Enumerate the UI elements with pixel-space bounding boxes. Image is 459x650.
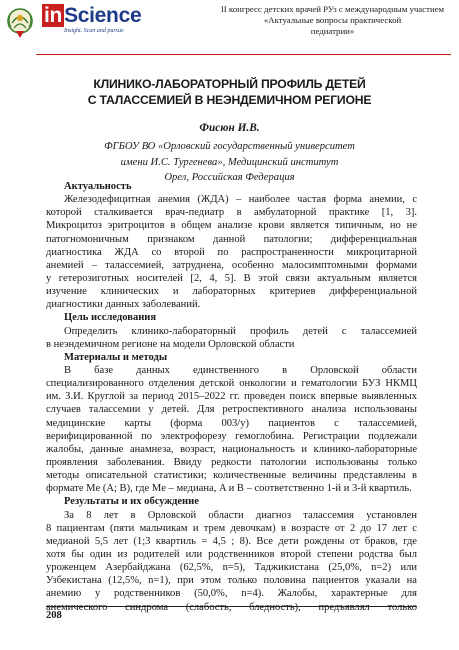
text-line: В базе данных единственного в Орловской области [64,364,417,376]
text-line: анемией – талассемией, затруднена, особенно малосимптомными формами [46,259,417,271]
logo-tagline: Insight. Scan and pursue [64,28,124,34]
text-line: медианой 5,5 лет (1;3 квартиль = 4,5 ; 8). Все дети рождены от браков, где [46,535,417,547]
author-affiliation [0,139,459,186]
text-line: верифицированной по электрофорезу гемоглобина. Регистрации подлежали [46,430,417,442]
inscience-logo [42,5,162,47]
conference-line: II конгресс детских врачей РУз с международным участием [220,4,445,14]
text-line: хотя бы один из родителей или родственников второй степени родства был [46,548,417,560]
affiliation-line: ФГБОУ ВО «Орловский государственный университет [104,141,355,152]
title-line: КЛИНИКО-ЛАБОРАТОРНЫЙ ПРОФИЛЬ ДЕТЕЙ [93,77,366,91]
title-line: С ТАЛАССЕМИЕЙ В НЕЭНДЕМИЧНОМ РЕГИОНЕ [87,93,372,107]
text-line: медицинские карты (форма 003/у) пациентов с талассемией, [46,417,417,429]
conference-title [210,4,455,37]
text-line: диагностики данных заболеваний. [46,299,201,311]
text-line: патогномоничным признаком данной патологии; дифференциальная [46,233,417,245]
section-heading-aim: Цель исследования [64,312,157,324]
text-line: у гетерозиготных носителей [2, 4, 5]. В этой связи актуальным является [46,272,417,284]
affiliation-line: Орел, Российская Федерация [164,172,295,183]
text-line: им. З.И. Круглой за период 2015–2022 гг. проведен поиск впервые выявленных [46,391,417,403]
logo-in-text: in [44,4,63,27]
text-line: случаев талассемии у детей. Для ретроспективного анализа использованы [46,404,417,416]
text-line: специализированного отделения детской онкологии и гематологии БУЗ НКМЦ [46,378,417,390]
text-line: Определить клинико-лабораторный профиль детей с талассемией [64,325,417,337]
text-line: в неэндемичном регионе на модели Орловской области [46,338,295,350]
header-divider [36,54,451,55]
conference-line: педиатрии» [310,26,355,36]
article-body [46,180,417,614]
text-line: Микроцитоз эритроцитов в общем анализе крови является типичным, но не [46,220,417,232]
author-name: Фисюн И.В. [199,122,260,134]
section-heading-relevance: Актуальность [64,181,132,192]
text-line: формате Me (A; B), где Me – медиана, A и B – соответственно 1-й и 3-й квартиль. [46,483,412,495]
logo-science-text: Science [64,4,142,27]
text-line: диагностика ЖДА со второй по распространенности микроцитарной [46,246,417,258]
section-heading-methods: Материалы и методы [64,351,168,363]
text-line: изучение клинических и лабораторных критериев дифференциальной [46,286,417,298]
text-line: методы описательной статистики; количественные величины представлены в [46,470,417,482]
text-line: которой сталкивается врач-педиатр в амбулаторной практике [1, 3]. [46,207,417,219]
text-line: Узбекистана (12,5%, n=1), при этом только половина пациентов указали на [46,575,417,587]
affiliation-line: имени И.С. Тургенева», Медицинский институт [120,156,339,168]
text-line: проявления заболевания. Ввиду редкости патологии использованы только [46,456,417,468]
footer-divider [46,606,417,607]
article-title [0,76,459,108]
university-emblem-icon [6,6,34,40]
section-heading-results: Результаты и их обсуждение [64,496,199,508]
page-number: 208 [46,610,62,621]
page-header [0,0,459,62]
text-line: анемию у родственников (50,0%, n=4). Жалобы, характерные для [46,588,417,600]
text-line: уроженцем Азербайджана (62,5%, n=5), Таджикистана (25,0%, n=2) или [46,562,417,574]
text-line: За 8 лет в Орловской области диагноз талассемия установлен [64,509,417,521]
conference-line: «Актуальные вопросы практической [263,15,402,25]
text-line: жалобы, данные анамнеза, возраст, национальность и клинико-лабораторные [46,443,417,455]
text-line: Железодефицитная анемия (ЖДА) – наиболее частая форма анемии, с [64,194,417,206]
text-line: анемического синдрома (слабость, бледность), предъявлял только [46,601,417,613]
text-line: 8 пациентам (пяти мальчикам и трем девочкам) в возрасте от 2 до 17 лет с [46,522,417,534]
